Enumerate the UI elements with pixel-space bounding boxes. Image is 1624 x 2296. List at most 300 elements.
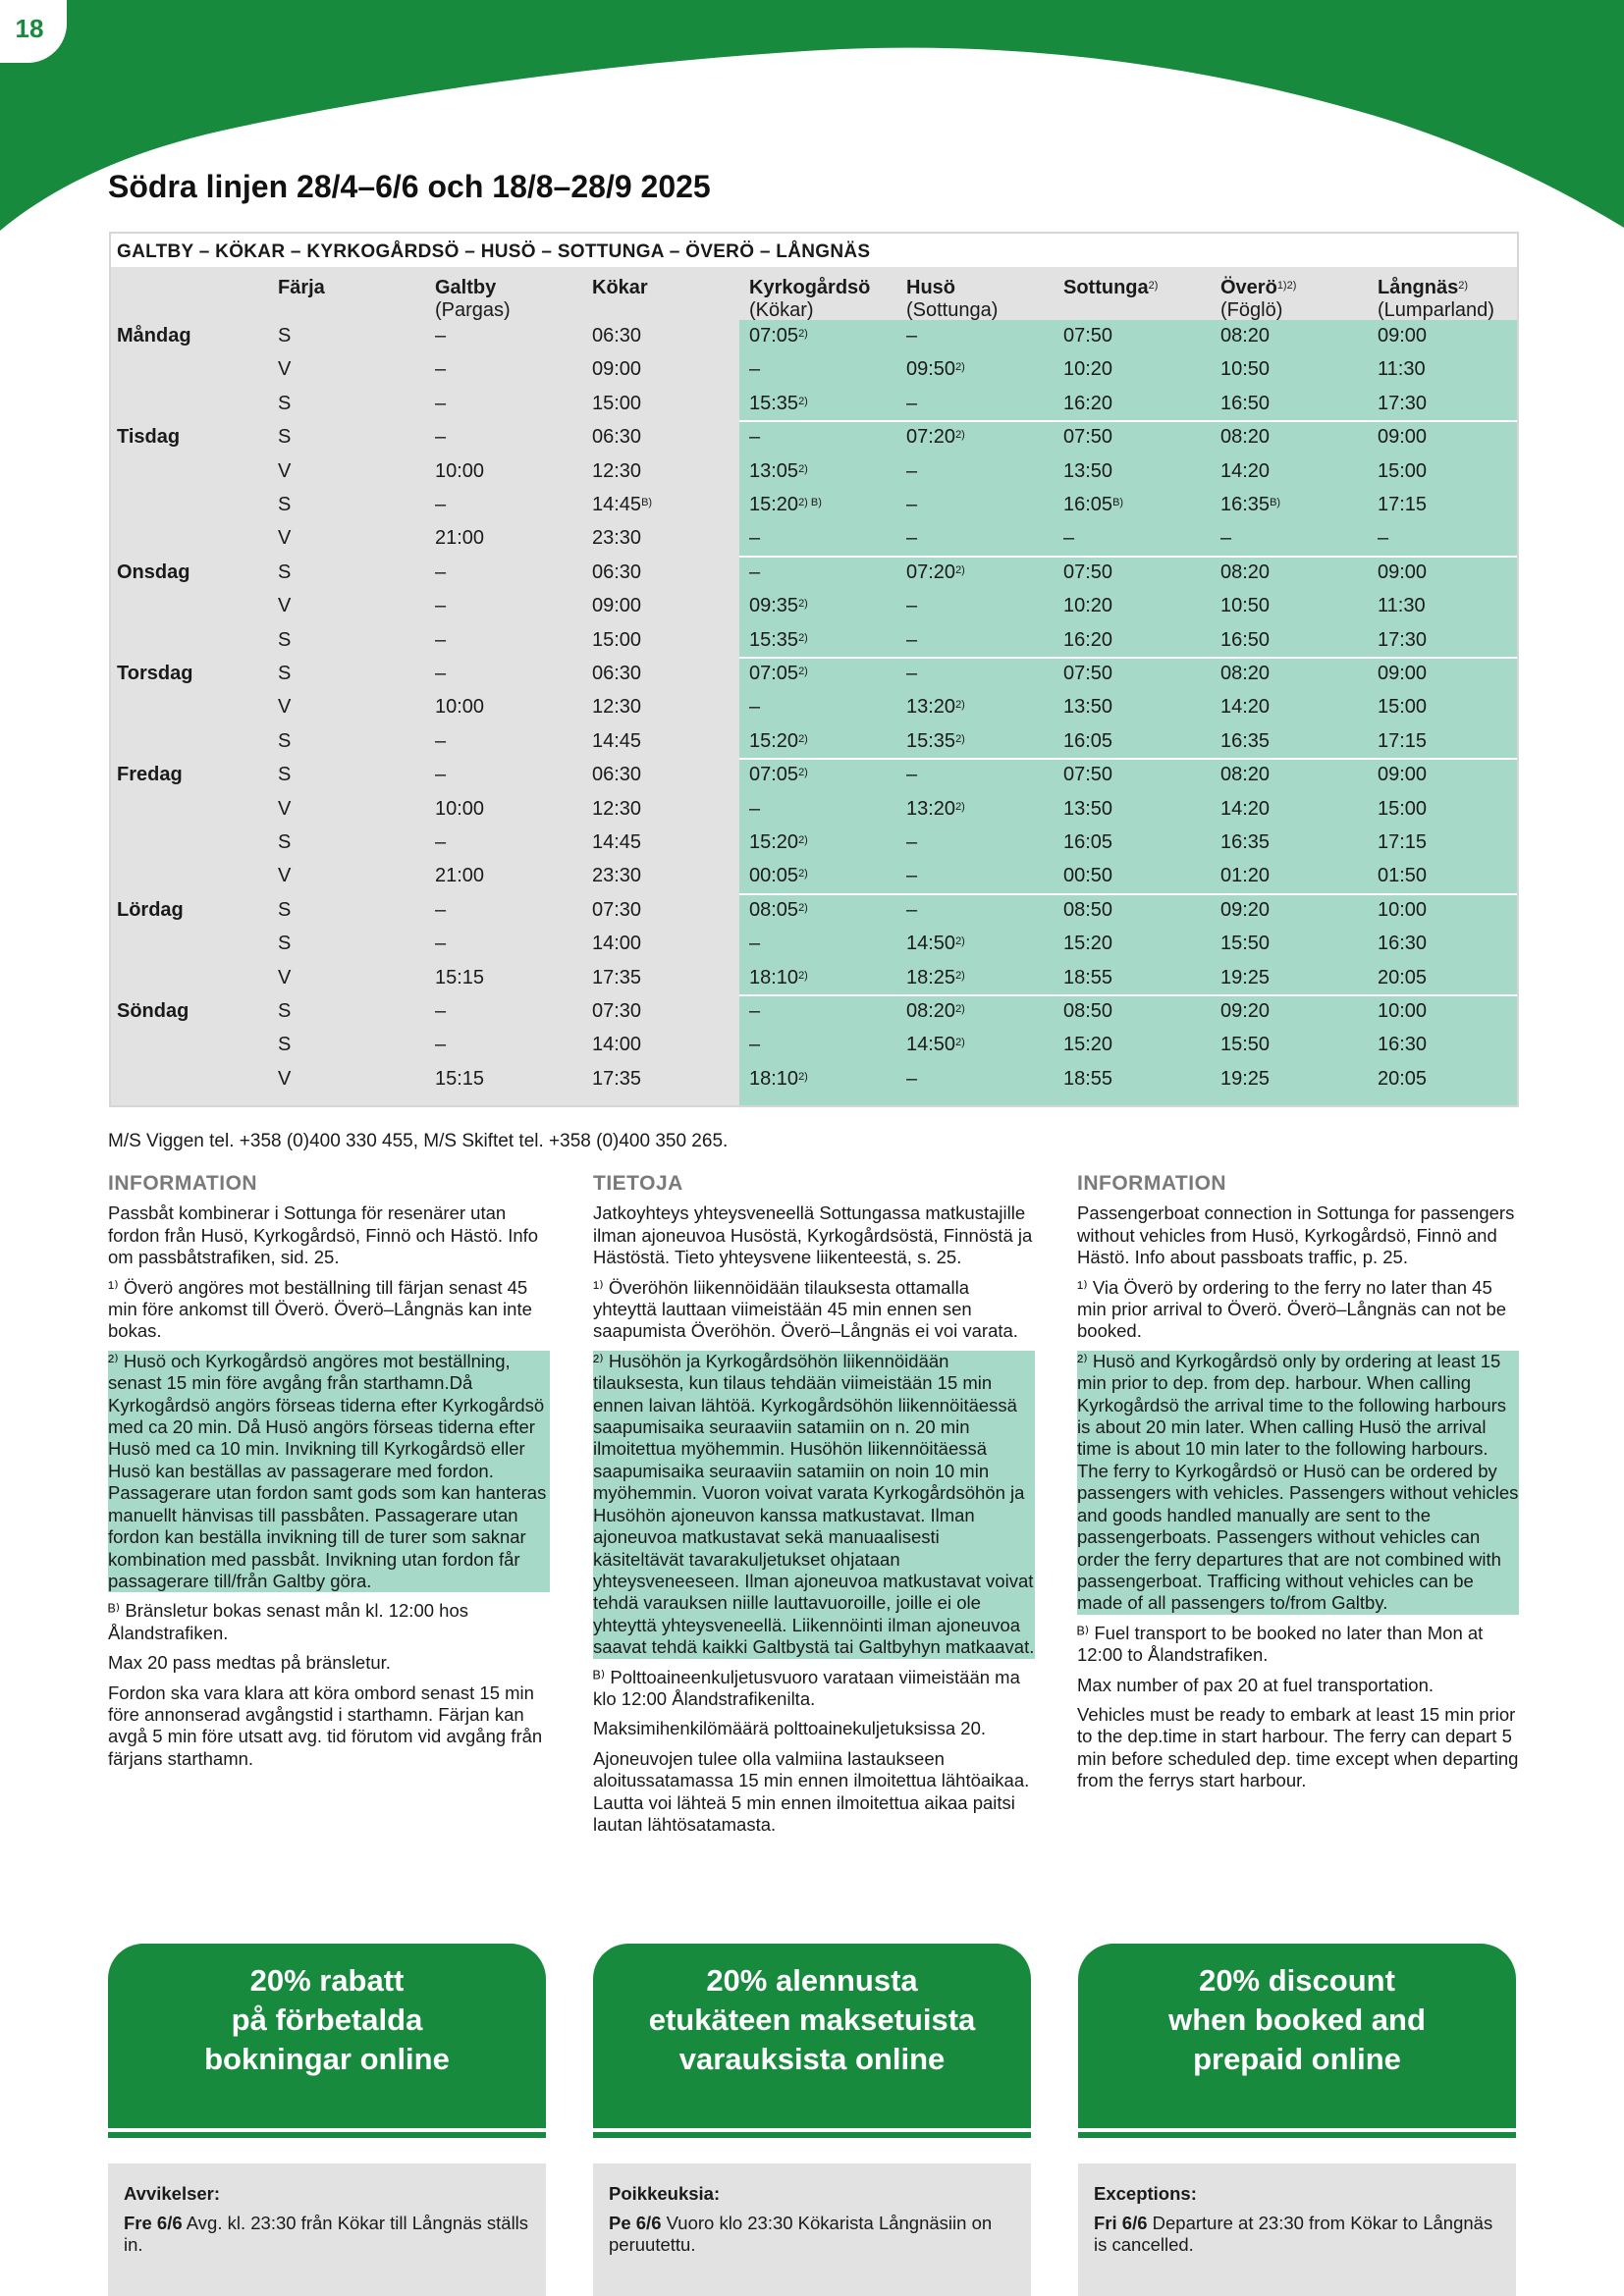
cell-value: 14:20 — [1220, 459, 1271, 482]
departure-time — [749, 662, 808, 685]
ferry-type — [278, 966, 291, 989]
ferry-type — [278, 628, 291, 652]
departure-time — [592, 662, 641, 685]
departure-time — [1378, 459, 1427, 483]
departure-time — [592, 425, 641, 449]
cell-value: 10:50 — [1220, 358, 1271, 381]
departure-time — [906, 966, 965, 989]
cell-value: 12:30 — [592, 459, 642, 482]
departure-time — [592, 729, 641, 753]
footnote-mark: 2) — [798, 767, 808, 779]
departure-time — [1220, 526, 1231, 550]
cell-value: – — [906, 898, 918, 921]
cell-value: S — [278, 392, 292, 414]
departure-time — [1063, 493, 1123, 516]
cell-value: 14:20 — [1220, 797, 1271, 820]
departure-time — [1063, 966, 1112, 989]
cell-value: 14:45 — [592, 729, 642, 752]
footnote-mark: B) — [1270, 497, 1281, 508]
ferry-type — [278, 830, 291, 854]
departure-time — [906, 864, 917, 887]
exception-desc: Departure at 23:30 from Kökar to Långnäs is cancelled. — [1094, 2213, 1493, 2255]
footnote-mark: 2) — [955, 361, 965, 374]
cell-value: 15:35 — [906, 729, 956, 752]
banner-line: bokningar online — [204, 2042, 450, 2076]
departure-time — [749, 1033, 760, 1056]
cell-value: 09:00 — [1378, 663, 1428, 684]
exceptions-text — [124, 2213, 530, 2256]
column-header-name: Husö — [906, 277, 955, 298]
departure-time — [1378, 729, 1427, 753]
cell-value: 13:50 — [1063, 696, 1113, 719]
departure-time — [1063, 594, 1112, 617]
day-separator — [739, 657, 1517, 659]
ferry-type — [278, 392, 291, 415]
info-paragraph: ¹⁾ Överöhön liikennöidään tilauksesta ottamalla yhteyttä lauttaan viimeistään 45 min ennen sen saapumista Överöhön. Överö–Långnäs ei voi varata. — [593, 1276, 1018, 1342]
departure-time — [1378, 797, 1427, 821]
departure-time — [592, 493, 652, 516]
cell-value: 01:20 — [1220, 865, 1271, 887]
cell-value: 09:00 — [592, 595, 642, 617]
cell-value: 08:50 — [1063, 1000, 1113, 1022]
day-separator — [739, 893, 1517, 895]
cell-value: 15:20 — [749, 494, 799, 515]
departure-time — [592, 526, 641, 550]
cell-value: 14:20 — [1220, 696, 1271, 719]
info-paragraph: ᴮ⁾ Polttoaineenkuljetusvuoro varataan viimeistään ma klo 12:00 Ålandstrafikenilta. — [593, 1666, 1020, 1709]
cell-value: – — [906, 831, 918, 853]
departure-time — [1220, 864, 1270, 887]
cell-value: 10:00 — [435, 696, 485, 719]
cell-value: – — [435, 729, 447, 752]
cell-value: 18:10 — [749, 966, 799, 988]
departure-time — [1378, 561, 1427, 584]
cell-value: 18:10 — [749, 1067, 799, 1090]
departure-time — [592, 797, 641, 821]
departure-time — [1220, 459, 1270, 483]
departure-time — [749, 392, 808, 415]
departure-time — [1063, 729, 1112, 753]
departure-time — [435, 729, 446, 753]
departure-time — [1063, 1033, 1112, 1056]
info-column — [593, 1173, 1035, 1843]
departure-time — [1378, 932, 1427, 955]
cell-value: 06:30 — [592, 325, 642, 347]
departure-time — [1063, 425, 1112, 449]
departure-time — [1220, 628, 1270, 652]
cell-value: 07:05 — [749, 764, 799, 786]
ferry-type — [278, 425, 291, 449]
info-heading: INFORMATION — [1077, 1172, 1227, 1195]
cell-value: 16:20 — [1063, 392, 1113, 414]
departure-time — [1063, 763, 1112, 786]
cell-value: 00:05 — [749, 865, 799, 887]
cell-value: 07:20 — [906, 426, 956, 449]
cell-value: 15:20 — [749, 729, 799, 752]
departure-time — [435, 493, 446, 516]
footnote-mark: B) — [1112, 497, 1124, 508]
banner-underline — [108, 2132, 546, 2138]
departure-time — [1378, 695, 1427, 719]
cell-value: – — [1378, 527, 1389, 550]
departure-time — [749, 628, 808, 652]
column-header-name: Överö — [1220, 277, 1277, 298]
cell-value: 15:20 — [1063, 933, 1113, 955]
departure-time — [749, 493, 822, 516]
day-separator — [739, 420, 1517, 422]
departure-time — [435, 526, 484, 550]
info-paragraph: Fordon ska vara klara att köra ombord senast 15 min före annonserad avgångstid i starthamn. Färjan kan avgå 5 min före utsatt avg. tid förutom vid avgång från färjans starthamn. — [108, 1682, 543, 1769]
departure-time — [1063, 392, 1112, 415]
departure-time — [749, 932, 760, 955]
online-discount-banner — [593, 1944, 1031, 2128]
online-discount-banner — [1078, 1944, 1516, 2128]
footnote-mark: 2) — [798, 834, 808, 846]
cell-value: 15:00 — [1378, 797, 1428, 820]
column-header-name: Galtby — [435, 277, 497, 298]
departure-time — [1378, 324, 1427, 347]
departure-time — [592, 830, 641, 854]
column-header — [1378, 277, 1494, 322]
cell-value: 15:00 — [592, 628, 642, 651]
ferry-type — [278, 729, 291, 753]
departure-time — [1378, 763, 1427, 786]
cell-value: 16:50 — [1220, 628, 1271, 651]
departure-time — [592, 392, 641, 415]
cell-value: 17:35 — [592, 1067, 642, 1090]
departure-time — [1378, 999, 1427, 1023]
departure-time — [1220, 999, 1270, 1023]
column-header-name: Färja — [278, 277, 325, 298]
cell-value: 17:15 — [1378, 729, 1428, 752]
exceptions-box — [108, 2163, 546, 2296]
cell-value: 09:00 — [592, 358, 642, 381]
cell-value: 13:50 — [1063, 797, 1113, 820]
departure-time — [1378, 594, 1426, 617]
cell-value: 09:00 — [1378, 764, 1428, 786]
ferry-type — [278, 1067, 291, 1091]
contact-info: M/S Viggen tel. +358 (0)400 330 455, M/S Skiftet tel. +358 (0)400 350 265. — [108, 1131, 729, 1151]
cell-value: – — [1220, 527, 1232, 550]
cell-value: 20:05 — [1378, 966, 1428, 988]
exceptions-text — [1094, 2213, 1500, 2256]
departure-time — [1063, 357, 1112, 381]
info-paragraph: Vehicles must be ready to embark at least 15 min prior to the dep.time in start harbour. The ferry can depart 5 min before scheduled dep. time except when departing from the ferrys start harbour. — [1077, 1703, 1519, 1791]
day-label: Tisdag — [117, 426, 181, 449]
departure-time — [1063, 324, 1112, 347]
cell-value: 16:20 — [1063, 628, 1113, 651]
cell-value: 15:00 — [592, 392, 642, 414]
departure-time — [906, 695, 965, 719]
column-header — [906, 277, 998, 322]
departure-time — [1378, 493, 1427, 516]
cell-value: – — [906, 663, 918, 684]
cell-value: 09:00 — [1378, 561, 1428, 583]
cell-value: 07:05 — [749, 663, 799, 684]
cell-value: – — [906, 628, 918, 651]
cell-value: – — [906, 595, 918, 617]
departure-time — [906, 662, 917, 685]
info-paragraph: Passbåt kombinerar i Sottunga för resenärer utan fordon från Husö, Kyrkogårdsö, Finnö och Hästö. Info om passbåtstrafiken, sid. 25. — [108, 1202, 539, 1268]
departure-time — [592, 763, 641, 786]
departure-time — [906, 1033, 965, 1056]
cell-value: – — [749, 358, 761, 381]
cell-value: – — [749, 797, 761, 820]
cell-value: 16:35 — [1220, 729, 1271, 752]
cell-value: V — [278, 358, 292, 381]
cell-value: – — [906, 325, 918, 347]
cell-value: V — [278, 966, 292, 988]
cell-value: 20:05 — [1378, 1067, 1428, 1090]
departure-time — [749, 561, 760, 584]
cell-value: 07:05 — [749, 325, 799, 347]
cell-value: 10:00 — [435, 459, 485, 482]
ferry-type — [278, 1033, 291, 1056]
cell-value: 11:30 — [1378, 595, 1426, 617]
departure-time — [906, 561, 965, 584]
departure-time — [435, 459, 484, 483]
footnote-mark: B) — [641, 497, 653, 508]
column-header-name: Långnäs — [1378, 277, 1459, 298]
cell-value: S — [278, 1000, 292, 1022]
cell-value: S — [278, 764, 292, 786]
cell-value: 07:30 — [592, 1000, 642, 1022]
cell-value: 07:50 — [1063, 663, 1113, 684]
departure-time — [906, 425, 965, 449]
departure-time — [749, 594, 808, 617]
cell-value: 17:15 — [1378, 494, 1428, 515]
cell-value: – — [435, 595, 447, 617]
info-paragraph: ²⁾ Husöhön ja Kyrkogårdsöhön liikennöidään tilauksesta, kun tilaus tehdään viimeistään 15 min ennen laivan lähtöä. Kyrkogårdsöhön liikennöitäessä saapumisaika seuraaviin satamiin on n. 20 min ilmoitettua myöhemmin. Husöhön liikennöitäessä saapumisaika seuraaviin satamiin on noin 10 min myöhemmin. Vuoron voivat varata Kyrkogårdsöhön ja Husöhön ajoneuvon kanssa matkustavat. Ilman ajoneuvoa matkustavat sekä manuaalisesti käsiteltävät tavarakuljetukset ohjataan yhteysveneeseen. Ilman ajoneuvoa matkustavat voivat tehdä varauksen niille lauttavuoroille, joille ei ole yhteyttä yhteysveneellä. Liikennöinti ilman ajoneuvoa saavat tehdä kaikki Galtbystä tai Galtbyhyn matkaavat. — [593, 1350, 1035, 1658]
info-column — [1077, 1173, 1519, 1800]
exceptions-title: Poikkeuksia: — [609, 2183, 721, 2204]
cell-value: – — [435, 494, 447, 515]
departure-time — [1378, 1033, 1427, 1056]
cell-value: – — [435, 628, 447, 651]
column-header-sub: (Sottunga) — [906, 299, 999, 321]
footnote-mark: 2) — [1148, 280, 1159, 292]
departure-time — [592, 932, 641, 955]
departure-time — [1378, 526, 1388, 550]
cell-value: 08:20 — [1220, 325, 1271, 347]
page-number: 18 — [0, 0, 67, 63]
footnote-mark: 2) — [798, 901, 808, 914]
cell-value: 08:20 — [906, 1000, 956, 1022]
cell-value: – — [749, 426, 761, 449]
footnote-mark: 2) — [955, 800, 965, 813]
departure-time — [906, 898, 917, 922]
day-separator — [739, 556, 1517, 558]
departure-time — [1220, 797, 1270, 821]
departure-time — [1063, 932, 1112, 955]
ferry-type — [278, 459, 291, 483]
departure-time — [1378, 662, 1427, 685]
day-label: Onsdag — [117, 561, 190, 583]
cell-value: 16:50 — [1220, 392, 1271, 414]
departure-time — [749, 830, 808, 854]
departure-time — [435, 999, 446, 1023]
departure-time — [435, 561, 446, 584]
cell-value: 15:15 — [435, 1067, 485, 1090]
departure-time — [435, 392, 446, 415]
departure-time — [906, 392, 917, 415]
cell-value: – — [906, 1067, 918, 1090]
cell-value: 21:00 — [435, 865, 485, 887]
column-header-name: Sottunga — [1063, 277, 1149, 298]
cell-value: 21:00 — [435, 527, 485, 550]
departure-time — [1378, 425, 1427, 449]
departure-time — [592, 594, 641, 617]
departure-time — [1063, 999, 1112, 1023]
cell-value: 13:50 — [1063, 459, 1113, 482]
departure-time — [592, 357, 641, 381]
cell-value: – — [749, 1000, 761, 1022]
departure-time — [749, 324, 808, 347]
departure-time — [749, 763, 808, 786]
exceptions-box — [1078, 2163, 1516, 2296]
cell-value: S — [278, 729, 292, 752]
departure-time — [435, 628, 446, 652]
departure-time — [749, 729, 808, 753]
cell-value: S — [278, 898, 292, 921]
departure-time — [1220, 662, 1270, 685]
departure-time — [1220, 357, 1270, 381]
cell-value: 17:30 — [1378, 392, 1428, 414]
departure-time — [906, 357, 965, 381]
exceptions-text — [609, 2213, 1015, 2256]
cell-value: 09:20 — [1220, 898, 1271, 921]
cell-value: – — [435, 561, 447, 583]
footnote-mark: 2) — [798, 732, 808, 745]
online-discount-banner — [108, 1944, 546, 2128]
departure-time — [906, 628, 917, 652]
cell-value: V — [278, 595, 292, 617]
cell-value: V — [278, 459, 292, 482]
info-heading: TIETOJA — [593, 1172, 683, 1195]
cell-value: 09:20 — [1220, 1000, 1271, 1022]
cell-value: 15:20 — [1063, 1034, 1113, 1056]
banner-line: 20% rabatt — [249, 1963, 405, 1998]
departure-time — [906, 797, 965, 821]
cell-value: 08:20 — [1220, 764, 1271, 786]
departure-time — [1378, 898, 1427, 922]
cell-value: 15:20 — [749, 831, 799, 853]
cell-value: 23:30 — [592, 527, 642, 550]
column-header — [435, 277, 511, 322]
ferry-type — [278, 864, 291, 887]
cell-value: 07:50 — [1063, 764, 1113, 786]
column-header-sub: (Föglö) — [1220, 299, 1283, 321]
info-column — [108, 1173, 550, 1778]
footnote-mark: 2) — [955, 935, 965, 948]
departure-time — [749, 425, 760, 449]
cell-value: – — [906, 392, 918, 414]
departure-time — [592, 628, 641, 652]
info-paragraph: Passengerboat connection in Sottunga for passengers without vehicles from Husö, Kyrkogårdsö, Finnö and Hästö. Info about passboats traffic, p. 25. — [1077, 1202, 1515, 1268]
cell-value: 09:50 — [906, 358, 956, 381]
info-paragraph: Maksimihenkilömäärä polttoainekuljetuksissa 20. — [593, 1718, 986, 1739]
departure-time — [749, 1067, 808, 1091]
cell-value: – — [749, 527, 761, 550]
departure-time — [435, 966, 484, 989]
footnote-mark: 2) — [955, 969, 965, 982]
departure-time — [906, 594, 917, 617]
footnote-mark: 2) — [798, 328, 808, 340]
departure-time — [906, 526, 917, 550]
departure-time — [749, 797, 760, 821]
cell-value: – — [435, 358, 447, 381]
departure-time — [435, 898, 446, 922]
cell-value: 15:00 — [1378, 696, 1428, 719]
departure-time — [592, 324, 641, 347]
cell-value: – — [435, 426, 447, 449]
day-separator — [739, 758, 1517, 760]
departure-time — [592, 966, 641, 989]
departure-time — [592, 999, 641, 1023]
cell-value: S — [278, 933, 292, 955]
departure-time — [1220, 493, 1280, 516]
departure-time — [1378, 628, 1427, 652]
exceptions-title: Exceptions: — [1094, 2183, 1197, 2204]
cell-value: – — [906, 459, 918, 482]
day-label: Måndag — [117, 325, 191, 347]
cell-value: – — [1063, 527, 1075, 550]
cell-value: 19:25 — [1220, 1067, 1271, 1090]
cell-value: 15:50 — [1220, 1034, 1271, 1056]
cell-value: 10:00 — [435, 797, 485, 820]
cell-value: – — [906, 865, 918, 887]
cell-value: 12:30 — [592, 696, 642, 719]
column-header-sub: (Pargas) — [435, 299, 511, 321]
cell-value: 17:35 — [592, 966, 642, 988]
ferry-type — [278, 662, 291, 685]
cell-value: 15:35 — [749, 392, 799, 414]
cell-value: 15:35 — [749, 628, 799, 651]
footnote-mark: 2) — [798, 631, 808, 644]
cell-value: 06:30 — [592, 561, 642, 583]
footnote-mark: 2) — [798, 1070, 808, 1083]
departure-time — [1063, 864, 1112, 887]
cell-value: 06:30 — [592, 764, 642, 786]
departure-time — [1220, 830, 1270, 854]
cell-value: 13:05 — [749, 459, 799, 482]
ferry-type — [278, 898, 291, 922]
departure-time — [1378, 1067, 1427, 1091]
cell-value: 07:50 — [1063, 325, 1113, 347]
footnote-mark: 2) — [1458, 280, 1469, 292]
exception-desc: Avg. kl. 23:30 från Kökar till Långnäs ställs in. — [124, 2213, 529, 2255]
cell-value: 15:50 — [1220, 933, 1271, 955]
cell-value: 16:30 — [1378, 933, 1428, 955]
cell-value: – — [435, 392, 447, 414]
cell-value: – — [906, 494, 918, 515]
footnote-mark: 2) — [798, 462, 808, 475]
departure-time — [906, 729, 965, 753]
departure-time — [435, 830, 446, 854]
info-paragraph: ¹⁾ Via Överö by ordering to the ferry no later than 45 min prior arrival to Överö. Överö–Långnäs can not be booked. — [1077, 1276, 1507, 1342]
day-label: Söndag — [117, 1000, 189, 1022]
cell-value: 16:30 — [1378, 1034, 1428, 1056]
departure-time — [1063, 662, 1112, 685]
cell-value: 13:20 — [906, 797, 956, 820]
cell-value: 23:30 — [592, 865, 642, 887]
exception-desc: Vuoro klo 23:30 Kökarista Långnäsiin on peruutettu. — [609, 2213, 993, 2255]
ferry-type — [278, 763, 291, 786]
info-paragraph: Ajoneuvojen tulee olla valmiina lastaukseen aloitussatamassa 15 min ennen ilmoitettua lähtöaikaa. Lautta voi lähteä 5 min ennen ilmoitettua aikaa paitsi lautan lähtösatamasta. — [593, 1747, 1030, 1835]
cell-value: – — [749, 696, 761, 719]
departure-time — [1063, 898, 1112, 922]
cell-value: 07:50 — [1063, 426, 1113, 449]
